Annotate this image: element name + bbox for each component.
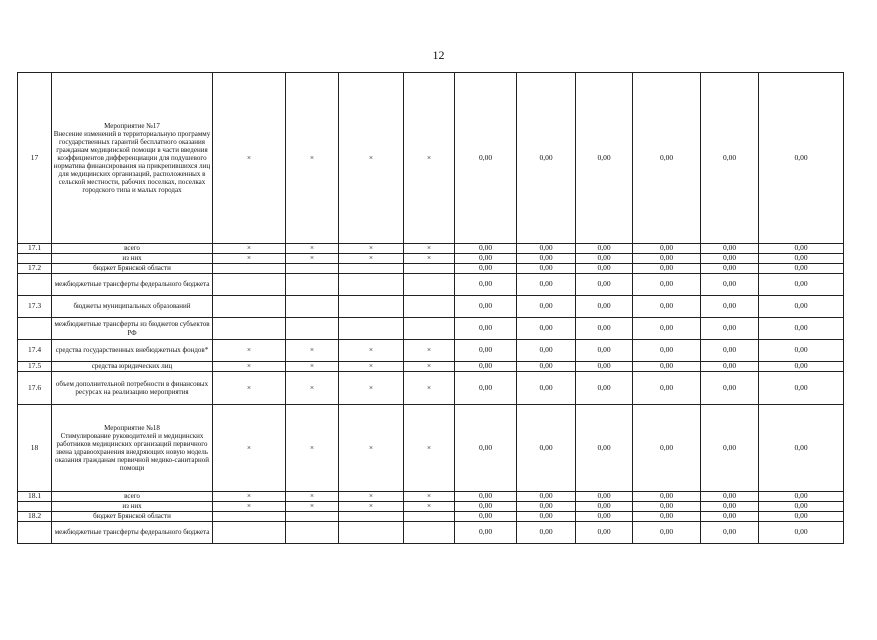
mark-cell (213, 264, 286, 274)
mark-cell: × (339, 362, 404, 372)
value-cell: 0,00 (633, 296, 701, 318)
mark-cell: × (213, 502, 286, 512)
value-cell: 0,00 (701, 244, 759, 254)
mark-cell (404, 512, 455, 522)
mark-cell (339, 264, 404, 274)
table-row (18, 372, 844, 405)
value-cell: 0,00 (576, 254, 633, 264)
value-cell: 0,00 (455, 73, 517, 244)
value-cell: 0,00 (633, 244, 701, 254)
mark-cell: × (213, 340, 286, 362)
value-cell: 0,00 (576, 512, 633, 522)
mark-cell: × (286, 502, 339, 512)
row-label: из них (52, 502, 213, 512)
mark-cell: × (286, 372, 339, 405)
mark-cell: × (339, 244, 404, 254)
mark-cell: × (213, 73, 286, 244)
mark-cell: × (286, 73, 339, 244)
value-cell: 0,00 (759, 405, 844, 492)
mark-cell (213, 512, 286, 522)
value-cell: 0,00 (701, 274, 759, 296)
value-cell: 0,00 (455, 254, 517, 264)
mark-cell (213, 274, 286, 296)
mark-cell: × (404, 362, 455, 372)
row-label: бюджеты муниципальных образований (52, 296, 213, 318)
mark-cell: × (404, 502, 455, 512)
value-cell: 0,00 (455, 296, 517, 318)
row-label: всего (52, 492, 213, 502)
value-cell: 0,00 (576, 372, 633, 405)
mark-cell: × (213, 405, 286, 492)
value-cell: 0,00 (455, 340, 517, 362)
mark-cell (286, 274, 339, 296)
mark-cell: × (404, 340, 455, 362)
mark-cell (213, 318, 286, 340)
mark-cell (339, 318, 404, 340)
row-number (18, 274, 52, 296)
value-cell: 0,00 (701, 502, 759, 512)
mark-cell (286, 318, 339, 340)
value-cell: 0,00 (455, 522, 517, 544)
table-row (18, 340, 844, 362)
mark-cell (286, 264, 339, 274)
value-cell: 0,00 (576, 296, 633, 318)
value-cell: 0,00 (576, 274, 633, 296)
table-row (18, 296, 844, 318)
row-number: 17 (18, 73, 52, 244)
mark-cell: × (339, 405, 404, 492)
value-cell: 0,00 (455, 318, 517, 340)
row-number: 17.5 (18, 362, 52, 372)
value-cell: 0,00 (633, 274, 701, 296)
row-number: 18.1 (18, 492, 52, 502)
value-cell: 0,00 (633, 502, 701, 512)
value-cell: 0,00 (701, 405, 759, 492)
value-cell: 0,00 (633, 522, 701, 544)
value-cell: 0,00 (759, 340, 844, 362)
value-cell: 0,00 (576, 362, 633, 372)
mark-cell: × (404, 73, 455, 244)
mark-cell (404, 264, 455, 274)
row-label: межбюджетные трансферты из бюджетов субъектов РФ (52, 318, 213, 340)
value-cell: 0,00 (576, 73, 633, 244)
table-row (18, 362, 844, 372)
mark-cell (286, 522, 339, 544)
mark-cell: × (213, 254, 286, 264)
value-cell: 0,00 (517, 318, 576, 340)
value-cell: 0,00 (759, 73, 844, 244)
value-cell: 0,00 (633, 73, 701, 244)
row-number (18, 318, 52, 340)
mark-cell (286, 512, 339, 522)
mark-cell (404, 296, 455, 318)
mark-cell: × (404, 254, 455, 264)
table-row (18, 264, 844, 274)
value-cell: 0,00 (633, 405, 701, 492)
value-cell: 0,00 (455, 405, 517, 492)
table-row (18, 73, 844, 244)
row-number (18, 522, 52, 544)
row-number (18, 254, 52, 264)
value-cell: 0,00 (701, 372, 759, 405)
value-cell: 0,00 (633, 512, 701, 522)
row-number: 17.4 (18, 340, 52, 362)
page-number: 12 (432, 48, 445, 62)
value-cell: 0,00 (517, 73, 576, 244)
value-cell: 0,00 (759, 274, 844, 296)
value-cell: 0,00 (576, 340, 633, 362)
value-cell: 0,00 (759, 512, 844, 522)
value-cell: 0,00 (517, 502, 576, 512)
mark-cell: × (339, 254, 404, 264)
mark-cell: × (213, 362, 286, 372)
value-cell: 0,00 (701, 264, 759, 274)
mark-cell: × (213, 492, 286, 502)
value-cell: 0,00 (633, 254, 701, 264)
value-cell: 0,00 (517, 244, 576, 254)
value-cell: 0,00 (455, 264, 517, 274)
value-cell: 0,00 (517, 512, 576, 522)
mark-cell: × (339, 73, 404, 244)
value-cell: 0,00 (455, 244, 517, 254)
value-cell: 0,00 (517, 340, 576, 362)
table-row (18, 522, 844, 544)
mark-cell: × (339, 372, 404, 405)
table-body (18, 73, 844, 544)
value-cell: 0,00 (455, 512, 517, 522)
row-label: средства юридических лиц (52, 362, 213, 372)
value-cell: 0,00 (633, 362, 701, 372)
mark-cell (339, 512, 404, 522)
value-cell: 0,00 (517, 274, 576, 296)
mark-cell: × (404, 244, 455, 254)
mark-cell (339, 522, 404, 544)
value-cell: 0,00 (701, 512, 759, 522)
value-cell: 0,00 (701, 492, 759, 502)
value-cell: 0,00 (701, 254, 759, 264)
value-cell: 0,00 (633, 264, 701, 274)
mark-cell: × (286, 492, 339, 502)
table-row (18, 502, 844, 512)
mark-cell (404, 522, 455, 544)
mark-cell: × (339, 340, 404, 362)
table-row (18, 244, 844, 254)
row-number: 18 (18, 405, 52, 492)
value-cell: 0,00 (759, 502, 844, 512)
row-label: бюджет Брянской области (52, 512, 213, 522)
mark-cell: × (286, 254, 339, 264)
mark-cell: × (339, 502, 404, 512)
mark-cell: × (404, 372, 455, 405)
value-cell: 0,00 (576, 318, 633, 340)
value-cell: 0,00 (759, 264, 844, 274)
row-label: межбюджетные трансферты федерального бюджета (52, 522, 213, 544)
value-cell: 0,00 (517, 372, 576, 405)
row-label: Мероприятие №17 Внесение изменений в территориальную программу государственных гарантий бесплатного оказания гражданам медицинской помощи в части введения коэффициентов дифференциации для подушевого норматива финансирования на прикрепившихся лиц для медицинских организаций, расположенных в сельской местности, рабочих поселках, поселках городского типа и малых городах (52, 73, 213, 244)
row-label: межбюджетные трансферты федерального бюджета (52, 274, 213, 296)
value-cell: 0,00 (455, 492, 517, 502)
mark-cell: × (404, 405, 455, 492)
table-row (18, 254, 844, 264)
table-row (18, 274, 844, 296)
value-cell: 0,00 (455, 362, 517, 372)
value-cell: 0,00 (759, 254, 844, 264)
value-cell: 0,00 (517, 254, 576, 264)
row-label: Мероприятие №18 Стимулирование руководителей и медицинских работников медицинских организаций первичного звена здравоохранения внедряющих новую модель оказания гражданам первичной медико-санитарной помощи (52, 405, 213, 492)
value-cell: 0,00 (633, 492, 701, 502)
value-cell: 0,00 (576, 264, 633, 274)
value-cell: 0,00 (633, 340, 701, 362)
value-cell: 0,00 (455, 274, 517, 296)
value-cell: 0,00 (701, 522, 759, 544)
mark-cell: × (213, 244, 286, 254)
mark-cell (213, 296, 286, 318)
mark-cell (286, 296, 339, 318)
value-cell: 0,00 (576, 244, 633, 254)
value-cell: 0,00 (517, 522, 576, 544)
value-cell: 0,00 (576, 522, 633, 544)
table-row (18, 512, 844, 522)
value-cell: 0,00 (517, 492, 576, 502)
value-cell: 0,00 (517, 362, 576, 372)
value-cell: 0,00 (455, 502, 517, 512)
value-cell: 0,00 (759, 296, 844, 318)
value-cell: 0,00 (701, 318, 759, 340)
mark-cell (404, 318, 455, 340)
row-label: всего (52, 244, 213, 254)
mark-cell: × (286, 340, 339, 362)
row-number: 17.2 (18, 264, 52, 274)
value-cell: 0,00 (517, 296, 576, 318)
mark-cell: × (286, 362, 339, 372)
mark-cell (339, 274, 404, 296)
row-label: объем дополнительной потребности в финансовых ресурсах на реализацию мероприятия (52, 372, 213, 405)
value-cell: 0,00 (701, 73, 759, 244)
mark-cell (339, 296, 404, 318)
value-cell: 0,00 (517, 405, 576, 492)
table-row (18, 318, 844, 340)
mark-cell (213, 522, 286, 544)
table-row (18, 492, 844, 502)
mark-cell (404, 274, 455, 296)
row-number (18, 502, 52, 512)
table-row (18, 405, 844, 492)
row-label: из них (52, 254, 213, 264)
value-cell: 0,00 (517, 264, 576, 274)
row-number: 18.2 (18, 512, 52, 522)
value-cell: 0,00 (759, 492, 844, 502)
mark-cell: × (339, 492, 404, 502)
value-cell: 0,00 (455, 372, 517, 405)
row-number: 17.3 (18, 296, 52, 318)
value-cell: 0,00 (759, 244, 844, 254)
mark-cell: × (286, 405, 339, 492)
row-label: бюджет Брянской области (52, 264, 213, 274)
row-label: средства государственных внебюджетных фондов* (52, 340, 213, 362)
budget-table (17, 72, 844, 544)
value-cell: 0,00 (633, 318, 701, 340)
value-cell: 0,00 (759, 522, 844, 544)
value-cell: 0,00 (633, 372, 701, 405)
mark-cell: × (404, 492, 455, 502)
value-cell: 0,00 (759, 318, 844, 340)
value-cell: 0,00 (759, 362, 844, 372)
value-cell: 0,00 (576, 405, 633, 492)
value-cell: 0,00 (759, 372, 844, 405)
value-cell: 0,00 (701, 340, 759, 362)
value-cell: 0,00 (576, 502, 633, 512)
row-number: 17.6 (18, 372, 52, 405)
value-cell: 0,00 (701, 362, 759, 372)
value-cell: 0,00 (576, 492, 633, 502)
mark-cell: × (213, 372, 286, 405)
mark-cell: × (286, 244, 339, 254)
value-cell: 0,00 (701, 296, 759, 318)
row-number: 17.1 (18, 244, 52, 254)
